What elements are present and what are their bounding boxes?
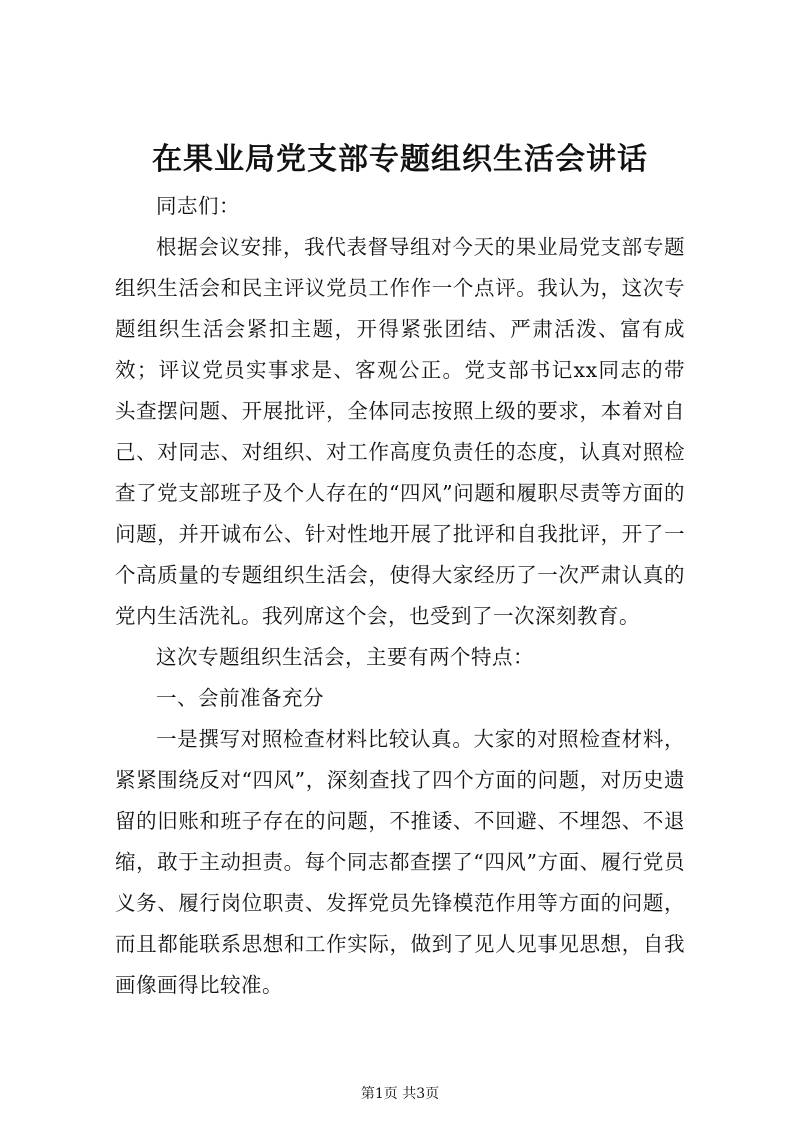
body-paragraph: 根据会议安排，我代表督导组对今天的果业局党支部专题组织生活会和民主评议党员工作作一个点评。我认为，这次专题组织生活会紧扣主题，开得紧张团结、严肃活泼、富有成效；评议党员实事求是、客观公正。党支部书记xx同志的带头查摆问题、开展批评，全体同志按照上级的要求，本着对自己、对同志、对组织、对工作高度负责任的态度，认真对照检查了党支部班子及个人存在的“四风”问题和履职尽责等方面的问题，并开诚布公、针对性地开展了批评和自我批评，开了一个高质量的专题组织生活会，使得大家经历了一次严肃认真的党内生活洗礼。我列席这个会，也受到了一次深刻教育。 [115, 235, 685, 628]
salutation-paragraph: 同志们： [156, 194, 240, 218]
body-paragraph: 这次专题组织生活会，主要有两个特点： [156, 645, 534, 669]
body-paragraph: 一是撰写对照检查材料比较认真。大家的对照检查材料，紧紧围绕反对“四风”，深刻查找了四个方面的问题，对历史遗留的旧账和班子存在的问题，不推诿、不回避、不埋怨、不退缩，敢于主动担责。每个同志都查摆了“四风”方面、履行党员义务、履行岗位职责、发挥党员先锋模范作用等方面的问题，而且都能联系思想和工作实际，做到了见人见事见思想，自我画像画得比较准。 [115, 727, 685, 997]
section-heading: 一、会前准备充分 [156, 686, 324, 710]
page-footer: 第1页 共3页 [360, 1086, 440, 1102]
document-body [115, 186, 685, 1006]
document-title: 在果业局党支部专题组织生活会讲话 [152, 142, 648, 177]
